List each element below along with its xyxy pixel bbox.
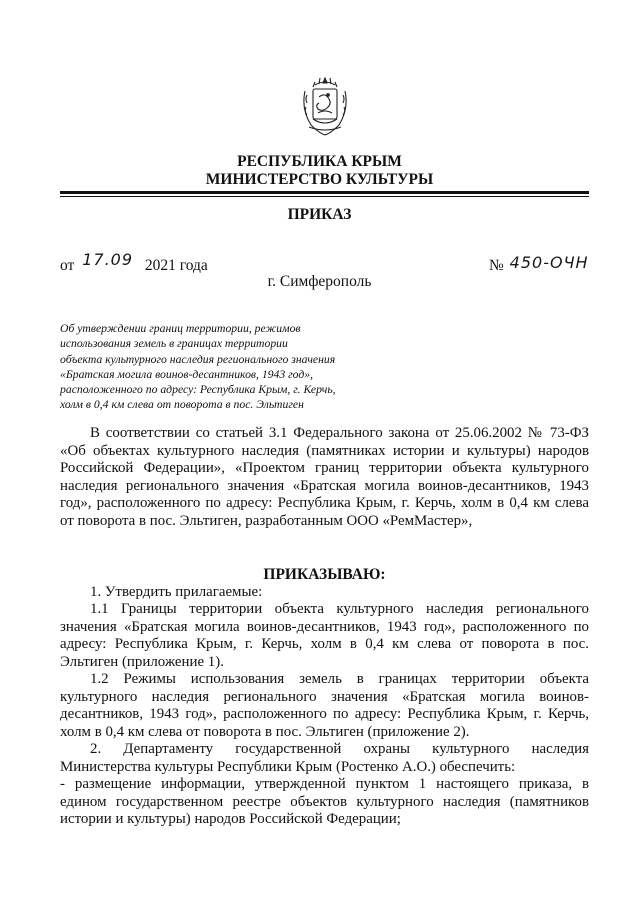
- date-prefix: от: [60, 257, 75, 274]
- date-year: 2021 года: [144, 257, 208, 274]
- org-name-republic: РЕСПУБЛИКА КРЫМ: [237, 153, 402, 170]
- item-2-bullet: - размещение информации, утвержденной пунктом 1 настоящего приказа, в едином государственном реестре объектов культурного наследия (памятников истории и культуры) народов Российской Федерации;: [60, 776, 589, 827]
- preamble-paragraph: В соответствии со статьей 3.1 Федерального закона от 25.06.2002 № 73-ФЗ «Об объектах культурного наследия (памятниках истории и культуры) народов Российской Федерации», «Проектом границ территории объекта культурного наследия регионального значения «Братская могила воинов-десантников, 1943 год», расположенного по адресу: Республика Крым, г. Керчь, холм в 0,4 км слева от поворота в пос. Эльтиген, разработанным ООО «РемМастер»,: [60, 425, 589, 529]
- subject-line: объекта культурного наследия регионального значения: [60, 352, 336, 366]
- header-rule-thin: [60, 196, 589, 197]
- item-1-1: 1.1 Границы территории объекта культурного наследия регионального значения «Братская могила воинов-десантников, 1943 год», расположенного по адресу: Республика Крым, г. Керчь, холм в 0,4 км слева от поворота в пос. Эльтиген (приложение 1).: [60, 601, 589, 670]
- subject-line: расположенного по адресу: Республика Крым, г. Керчь,: [60, 383, 336, 397]
- item-1-2: 1.2 Режимы использования земель в границах территории объекта культурного наследия регионального значения «Братская могила воинов-десантников, 1943 год», расположенного по адресу: Республика Крым, г. Керчь, холм в 0,4 км слева от поворота в пос. Эльтиген (приложение 2).: [60, 671, 589, 740]
- header-rule-thick: [60, 191, 589, 194]
- document-body: [60, 425, 589, 829]
- subject-line: холм в 0,4 км слева от поворота в пос. Эльтиген: [60, 398, 304, 412]
- subject-block: [60, 321, 380, 413]
- subject-line: «Братская могила воинов-десантников, 1943 год»,: [60, 367, 314, 381]
- subject-line: Об утверждении границ территории, режимов: [60, 322, 301, 335]
- org-name-ministry: МИНИСТЕРСТВО КУЛЬТУРЫ: [205, 171, 434, 188]
- number-handwritten: 450-ОЧН: [509, 253, 589, 272]
- crimea-coat-of-arms-emblem: [299, 75, 351, 137]
- city: г. Симферополь: [267, 273, 372, 290]
- date-handwritten: 17.09: [82, 250, 134, 269]
- item-1: 1. Утвердить прилагаемые:: [90, 583, 263, 600]
- number-prefix: №: [489, 257, 504, 274]
- order-heading: ПРИКАЗЫВАЮ:: [263, 566, 386, 583]
- item-2: 2. Департаменту государственной охраны культурного наследия Министерства культуры Республики Крым (Ростенко А.О.) обеспечить:: [60, 741, 589, 775]
- document-type-title: ПРИКАЗ: [287, 206, 352, 223]
- subject-line: использования земель в границах территории: [60, 337, 288, 351]
